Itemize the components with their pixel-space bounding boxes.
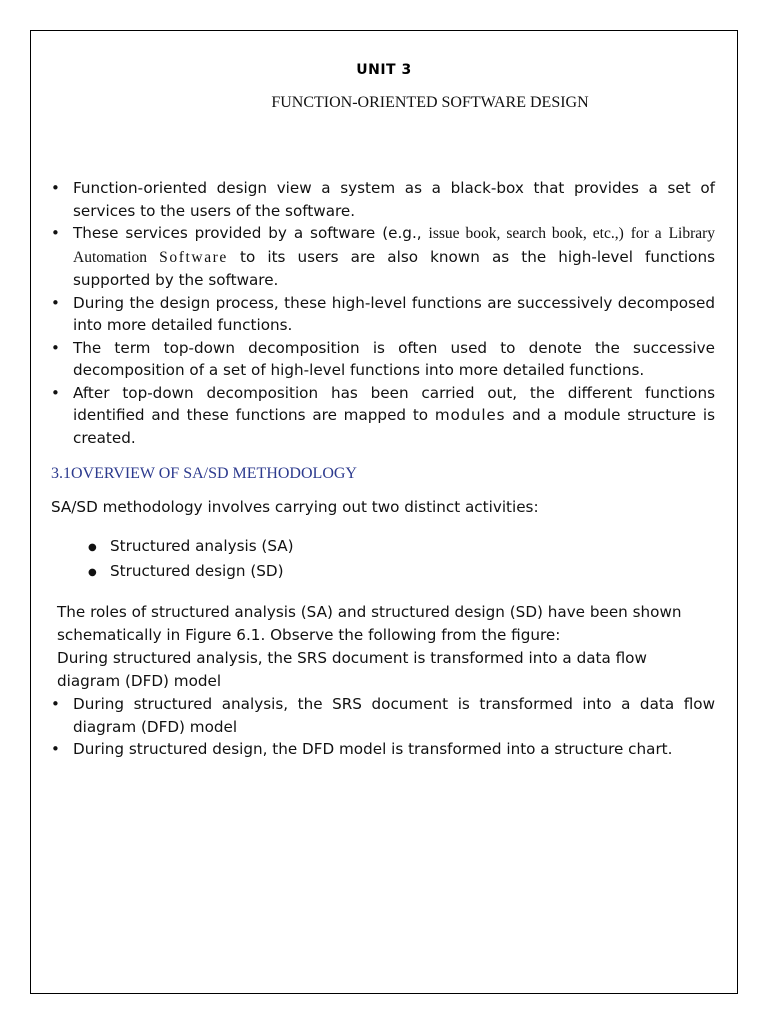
section-heading: 3.1OVERVIEW OF SA/SD METHODOLOGY (51, 465, 357, 482)
roles-section (57, 601, 707, 693)
bullet-for: for a (630, 225, 662, 242)
bullet-text: During the design process, these high-level functions are successively decomposed into more detailed functions. (73, 293, 715, 334)
bullet-library: Library Automation (73, 225, 716, 266)
bullet-text: The term top-down decomposition is often used to denote the successive decomposition of a set of high-level functions into more detailed functions. (73, 338, 715, 379)
final-bullet-list (51, 693, 715, 761)
activity-item: ● Structured analysis (SA) (88, 534, 294, 559)
bullet-software: Software (159, 248, 228, 266)
activities-list (88, 534, 294, 584)
bullet-item (51, 382, 715, 450)
bullet-examples: issue book, search book, etc.,) (428, 225, 624, 242)
bullet-item (51, 222, 715, 292)
srs-paragraph: During structured analysis, the SRS document is transformed into a data flow diagram (DFD) model (57, 649, 647, 690)
intro-bullet-list (51, 177, 715, 449)
activity-item: ● Structured design (SD) (88, 559, 294, 584)
unit-heading: UNIT 3 (356, 62, 412, 78)
bullet-text: After top-down decomposition has been carried out, the different functions identified and these functions are mapped to (73, 383, 715, 424)
bullet-item (51, 177, 715, 222)
bullet-item (51, 292, 715, 337)
bullet-item: • During structured analysis, the SRS document is transformed into a data flow diagram (DFD) model (51, 693, 715, 738)
bullet-modules: modules (434, 406, 506, 424)
bullet-text: These services provided by a software (e.g., (73, 224, 422, 242)
roles-paragraph: The roles of structured analysis (SA) and structured design (SD) have been shown schematically in Figure 6.1. Observe the following from the figure: (57, 603, 682, 644)
bullet-text: Function-oriented design view a system as a black-box that provides a set of services to the users of the software. (73, 179, 715, 220)
chapter-title: FUNCTION-ORIENTED SOFTWARE DESIGN (271, 94, 589, 111)
bullet-item (51, 337, 715, 382)
intro-paragraph: SA/SD methodology involves carrying out two distinct activities: (51, 498, 539, 516)
bullet-text: to its users are also known as the high-level functions supported by the software. (73, 247, 716, 289)
bullet-text: and a module structure is created. (73, 406, 716, 447)
bullet-item: • During structured design, the DFD model is transformed into a structure chart. (51, 738, 715, 761)
